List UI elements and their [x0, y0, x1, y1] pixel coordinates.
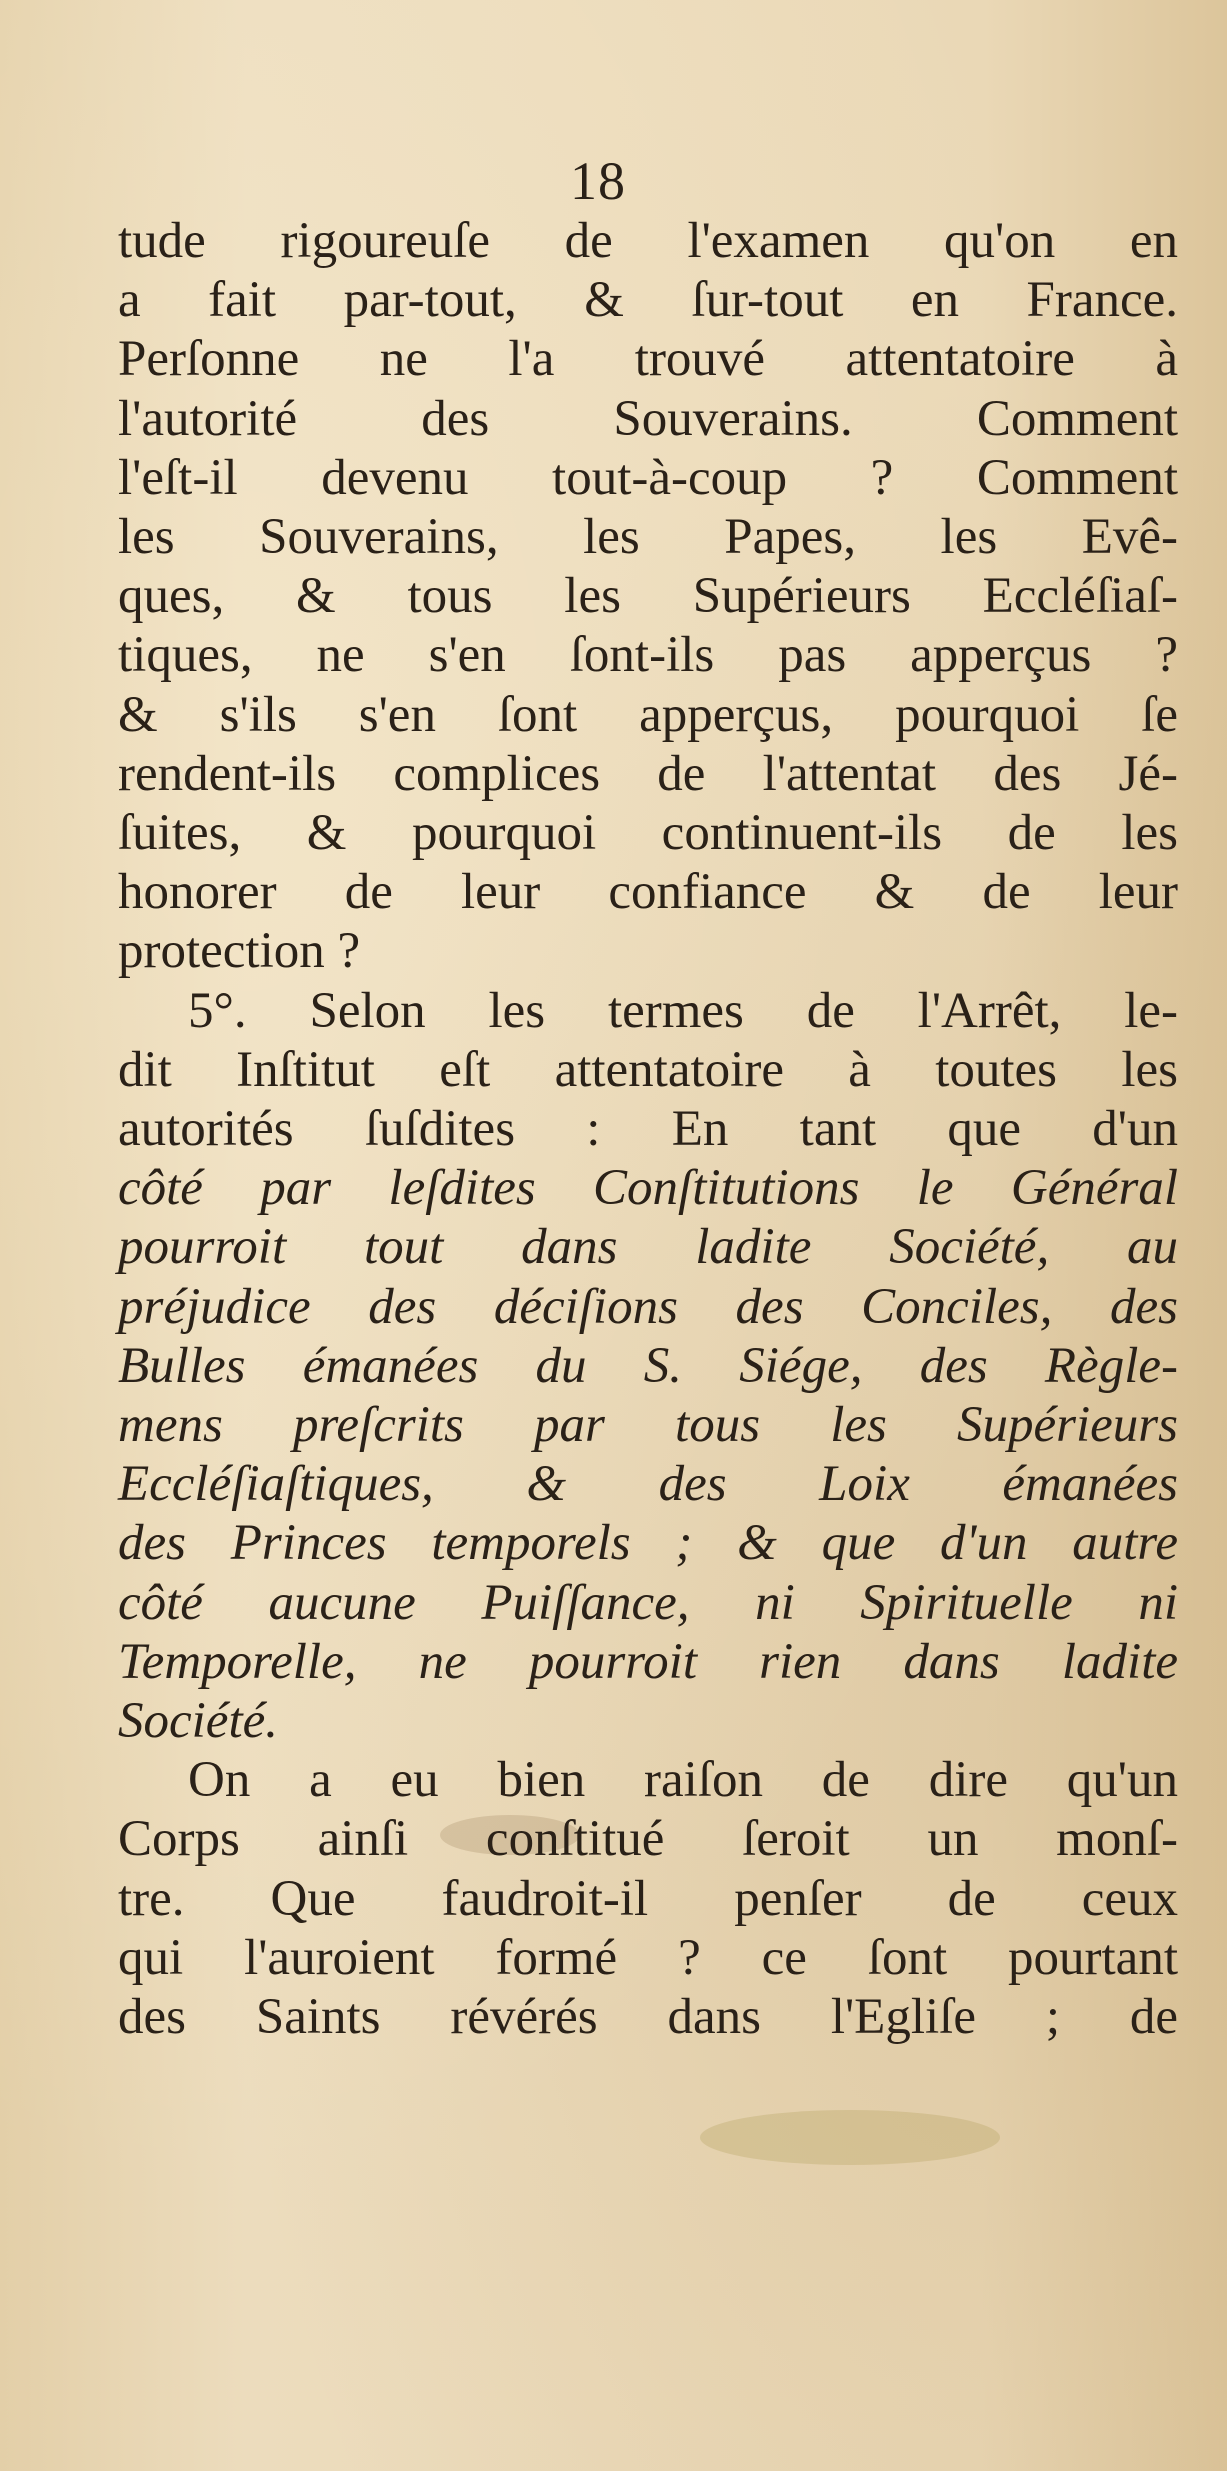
text-line: qui l'auroient formé ? ce ſont pourtant: [118, 1929, 1178, 1986]
text-line: & s'ils s'en ſont apperçus, pourquoi ſe: [118, 686, 1178, 743]
text-line: préjudice des déciſions des Conciles, des: [118, 1278, 1178, 1335]
text-line: l'autorité des Souverains. Comment: [118, 390, 1178, 447]
text-line: ques, & tous les Supérieurs Eccléſiaſ-: [118, 568, 1178, 625]
text-line: Temporelle, ne pourroit rien dans ladite: [118, 1633, 1178, 1690]
text-line: côté par leſdites Conſtitutions le Général: [118, 1160, 1178, 1217]
text-line: mens preſcrits par tous les Supérieurs: [118, 1397, 1178, 1454]
text-line: 5°. Selon les termes de l'Arrêt, le-: [188, 982, 1178, 1039]
text-line: l'eſt-il devenu tout-à-coup ? Comment: [118, 449, 1178, 506]
text-line: Bulles émanées du S. Siége, des Règle-: [118, 1337, 1178, 1394]
text-line: ſuites, & pourquoi continuent-ils de les: [118, 805, 1178, 862]
text-line: tiques, ne s'en ſont-ils pas apperçus ?: [118, 627, 1178, 684]
text-line: Société.: [118, 1693, 278, 1750]
text-line: des Saints révérés dans l'Egliſe ; de: [118, 1989, 1178, 2046]
text-line: Corps ainſi conſtitué ſeroit un monſ-: [118, 1811, 1178, 1868]
text-line: autorités ſuſdites : En tant que d'un: [118, 1101, 1178, 1158]
body-text: [118, 212, 1178, 2047]
text-line: rendent-ils complices de l'attentat des Jé-: [118, 745, 1178, 802]
ink-smudge: [700, 2110, 1000, 2165]
text-line: protection ?: [118, 923, 361, 980]
text-line: des Princes temporels ; & que d'un autre: [118, 1515, 1178, 1572]
text-line: les Souverains, les Papes, les Evê-: [118, 509, 1178, 566]
text-line: honorer de leur confiance & de leur: [118, 864, 1178, 921]
text-line: dit Inſtitut eſt attentatoire à toutes les: [118, 1041, 1178, 1098]
text-line: tude rigoureuſe de l'examen qu'on en: [118, 213, 1178, 269]
text-line: côté aucune Puiſſance, ni Spirituelle ni: [118, 1574, 1178, 1631]
text-line: Eccléſiaſtiques, & des Loix émanées: [118, 1456, 1178, 1513]
text-line: Perſonne ne l'a trouvé attentatoire à: [118, 331, 1178, 388]
page-number: 18: [570, 151, 626, 211]
text-line: tre. Que faudroit-il penſer de ceux: [118, 1870, 1178, 1927]
text-line: a fait par-tout, & ſur-tout en France.: [118, 272, 1178, 329]
text-line: pourroit tout dans ladite Société, au: [118, 1219, 1178, 1276]
text-line: On a eu bien raiſon de dire qu'un: [188, 1752, 1178, 1809]
